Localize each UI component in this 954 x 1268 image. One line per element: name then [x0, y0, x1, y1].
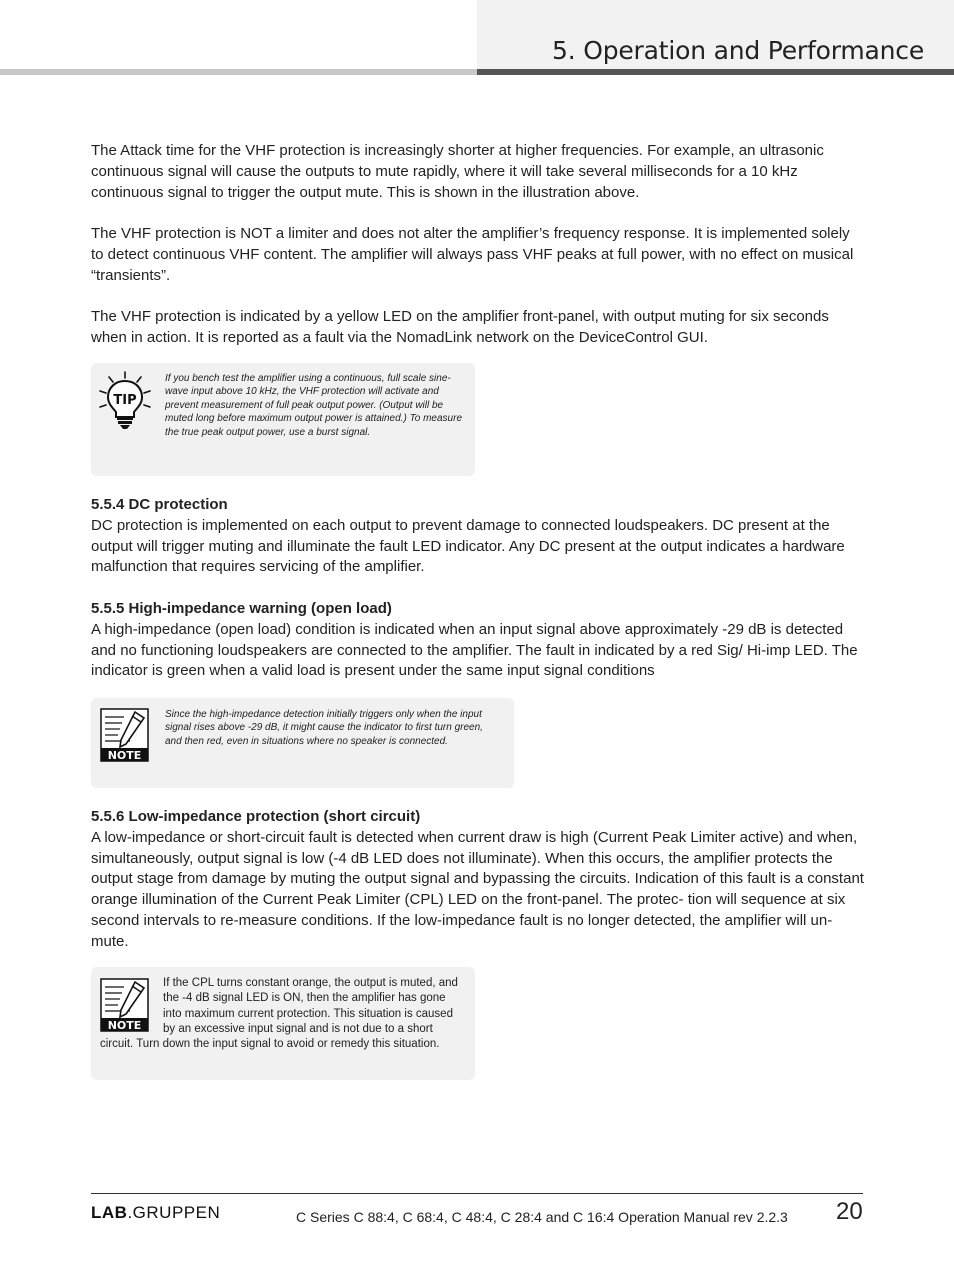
note-pen-icon [100, 708, 149, 767]
section-high-impedance [91, 599, 866, 682]
section-low-impedance [91, 807, 866, 953]
section-dc-protection [91, 495, 866, 578]
section-body: A high-impedance (open load) condition is indicated when an input signal above approximately -29 dB is detected and no functioning loudspeakers are connected to the amplifier. The fault in indicated by a red Sig/ Hi-imp LED. The indicator is green when a valid load is present under the same input signal conditions [91, 620, 858, 680]
paragraph-vhf-attack: The Attack time for the VHF protection is increasingly shorter at higher frequencies. For example, an ultrasonic continuous signal will cause the outputs to mute rapidly, where it will take several milliseconds for a 10 kHz continuous signal to trigger the output mute. This is shown in the illustration above. [91, 142, 824, 201]
header-rule-right [477, 69, 954, 75]
note-pen-icon [100, 978, 149, 1032]
page-number: 20 [836, 1198, 863, 1225]
manual-title: C Series C 88:4, C 68:4, C 48:4, C 28:4 and C 16:4 Operation Manual rev 2.2.3 [296, 1209, 788, 1225]
section-heading: 5.5.5 High-impedance warning (open load) [91, 600, 392, 617]
note-box-cpl [91, 967, 475, 1080]
note-icon-label: NOTE [107, 749, 142, 762]
brand-logo: LAB.GRUPPEN [91, 1203, 221, 1222]
note-icon-label: NOTE [107, 1019, 142, 1032]
tip-box [91, 363, 475, 476]
note-text: If the CPL turns constant orange, the output is muted, and the -4 dB signal LED is ON, then the amplifier has gone into maximum current protection. This situation is caused by an excessive input signal and is not due to a short circuit. Turn down the input signal to avoid or remedy this situation. [100, 977, 458, 1051]
note-box-high-impedance [91, 698, 514, 788]
header-rule-left [0, 69, 477, 75]
tip-icon-label: TIP [113, 393, 137, 408]
section-heading: 5.5.4 DC protection [91, 496, 228, 513]
tip-lightbulb-icon [97, 369, 153, 436]
page-title: 5. Operation and Performance [552, 36, 924, 65]
section-body: A low-impedance or short-circuit fault is detected when current draw is high (Current Peak Limiter active) and when, simultaneously, output signal is low (-4 dB LED does not illuminate). When this occurs, the amplifier protects the output stage from damage by muting the output signal and bypassing the circuits. Indication of this fault is a constant orange illumination of the Current Peak Limiter (CPL) LED on the front-panel. The protec- tion will sequence at six second intervals to re-measure conditions. If the low-impedance fault is no longer detected, the amplifier will un-mute. [91, 828, 864, 950]
tip-text: If you bench test the amplifier using a continuous, full scale sine-wave input above 10 kHz, the VHF protection will activate and prevent measurement of full peak output power. (Output will be muted long before maximum output power is attained.) To measure the true peak output power, use a burst signal. [165, 373, 463, 438]
footer-rule [91, 1193, 863, 1194]
section-body: DC protection is implemented on each output to prevent damage to connected loudspeakers. DC present at the output will trigger muting and illuminate the fault LED indicator. Any DC present at the output indicates a hardware malfunction that requires servicing of the amplifier. [91, 516, 845, 576]
note-text: Since the high-impedance detection initially triggers only when the input signal rises above -29 dB, it might cause the indicator to first turn green, and then red, even in situations where no speaker is connected. [165, 709, 483, 747]
section-heading: 5.5.6 Low-impedance protection (short circuit) [91, 808, 421, 825]
paragraph-vhf-indication: The VHF protection is indicated by a yellow LED on the amplifier front-panel, with output muting for six seconds when in action. It is reported as a fault via the NomadLink network on the DeviceControl GUI. [91, 308, 829, 346]
paragraph-vhf-not-limiter: The VHF protection is NOT a limiter and does not alter the amplifier’s frequency response. It is implemented solely to detect continuous VHF content. The amplifier will always pass VHF peaks at full power, with no effect on musical “transients”. [91, 225, 854, 284]
